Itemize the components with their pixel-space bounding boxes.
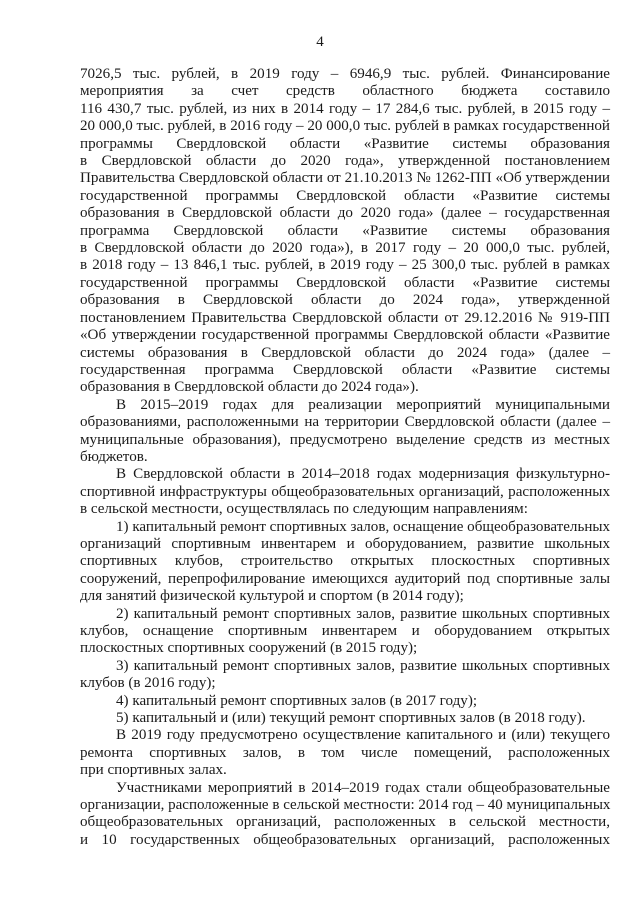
text-line: клубов (в 2016 году); [80,675,216,692]
text-line: организации, расположенные в сельской местности: 2014 год – 40 муниципальных [80,797,611,814]
text-line: системы образования в Свердловской области до 2024 года» (далее – [80,344,610,361]
text-line: ремонта спортивных залов, в том числе помещений, расположенных [80,744,610,761]
text-line: клубов, оснащение спортивным инвентарем и оборудованием открытых [80,623,610,639]
text-line: общеобразовательных организаций, расположенных в сельской местности, [80,814,610,831]
text-line: образования в Свердловской области до 2024 года»). [80,379,419,396]
text-line: образованиями, расположенными на территории Свердловской области (далее – [80,414,610,431]
text-line: сооружений, перепрофилирование имеющихся аудиторий под спортивные залы [80,570,610,587]
text-line: образования в Свердловской области до 2024 года», утвержденной [80,292,610,309]
text-line: для занятий физической культурой и спортом (в 2014 году); [80,588,464,605]
text-line: 4) капитальный ремонт спортивных залов (в 2017 году); [116,692,478,709]
text-line: 2) капитальный ремонт спортивных залов, развитие школьных спортивных [116,605,610,622]
text-line: «Об утверждении государственной программы Свердловской области «Развитие [80,327,610,344]
text-line: 7026,5 тыс. рублей, в 2019 году – 6946,9 тыс. рублей. Финансирование [80,66,610,82]
text-line: 20 000,0 тыс. рублей, в 2016 году – 20 000,0 тыс. рублей в рамках государственной [80,118,610,135]
text-line: образования в Свердловской области до 2020 года» (далее – государственная [80,205,610,222]
text-line: в Свердловской области до 2020 года», утвержденной постановлением [80,153,610,170]
text-line: 1) капитальный ремонт спортивных залов, оснащение общеобразовательных [116,518,611,535]
text-line: 3) капитальный ремонт спортивных залов, развитие школьных спортивных [116,657,610,674]
text-line: при спортивных залах. [80,762,227,779]
text-line: государственной программы Свердловской области «Развитие системы [80,187,610,204]
text-line: спортивной инфраструктуры общеобразовательных организаций, расположенных [80,483,610,500]
text-line: спортивных клубов, строительство открытых плоскостных спортивных [80,553,610,570]
text-line: бюджетов. [80,448,148,465]
text-line: государственной программы Свердловской области «Развитие системы [80,274,610,291]
text-line: В 2019 году предусмотрено осуществление капитального и (или) текущего [116,727,610,744]
text-line: в 2018 году – 13 846,1 тыс. рублей, в 2019 году – 25 300,0 тыс. рублей в рамках [80,257,610,274]
text-line: Участниками мероприятий в 2014–2019 годах стали общеобразовательные [116,779,610,796]
text-line: муниципальные образования), предусмотрено выделение средств из местных [80,431,610,448]
text-line: программы Свердловской области «Развитие системы образования [80,135,610,152]
text-line: в сельской местности, осуществлялась по следующим направлениям: [80,501,528,518]
text-line: государственная программа Свердловской области «Развитие системы [80,361,610,378]
text-line: в Свердловской области до 2020 года»), в 2017 году – 20 000,0 тыс. рублей, [80,240,610,257]
page-number: 4 [316,34,324,50]
text-line: и 10 государственных общеобразовательных организаций, расположенных [80,831,610,848]
text-line: 5) капитальный и (или) текущий ремонт спортивных залов (в 2018 году). [116,710,586,727]
text-line: В Свердловской области в 2014–2018 годах модернизация физкультурно- [116,466,610,483]
text-line: плоскостных спортивных сооружений (в 2015 году); [80,640,418,657]
text-line: организаций спортивным инвентарем и оборудованием, развитие школьных [80,535,610,552]
body-text [80,66,610,849]
text-line: мероприятия за счет средств областного бюджета составило [80,83,610,100]
text-line: Правительства Свердловской области от 21.10.2013 № 1262-ПП «Об утверждении [80,170,610,187]
text-line: В 2015–2019 годах для реализации мероприятий муниципальными [116,396,610,413]
text-line: постановлением Правительства Свердловской области от 29.12.2016 № 919-ПП [80,309,610,326]
text-line: программа Свердловской области «Развитие системы образования [80,222,610,239]
text-line: 116 430,7 тыс. рублей, из них в 2014 году – 17 284,6 тыс. рублей, в 2015 году – [80,100,610,117]
